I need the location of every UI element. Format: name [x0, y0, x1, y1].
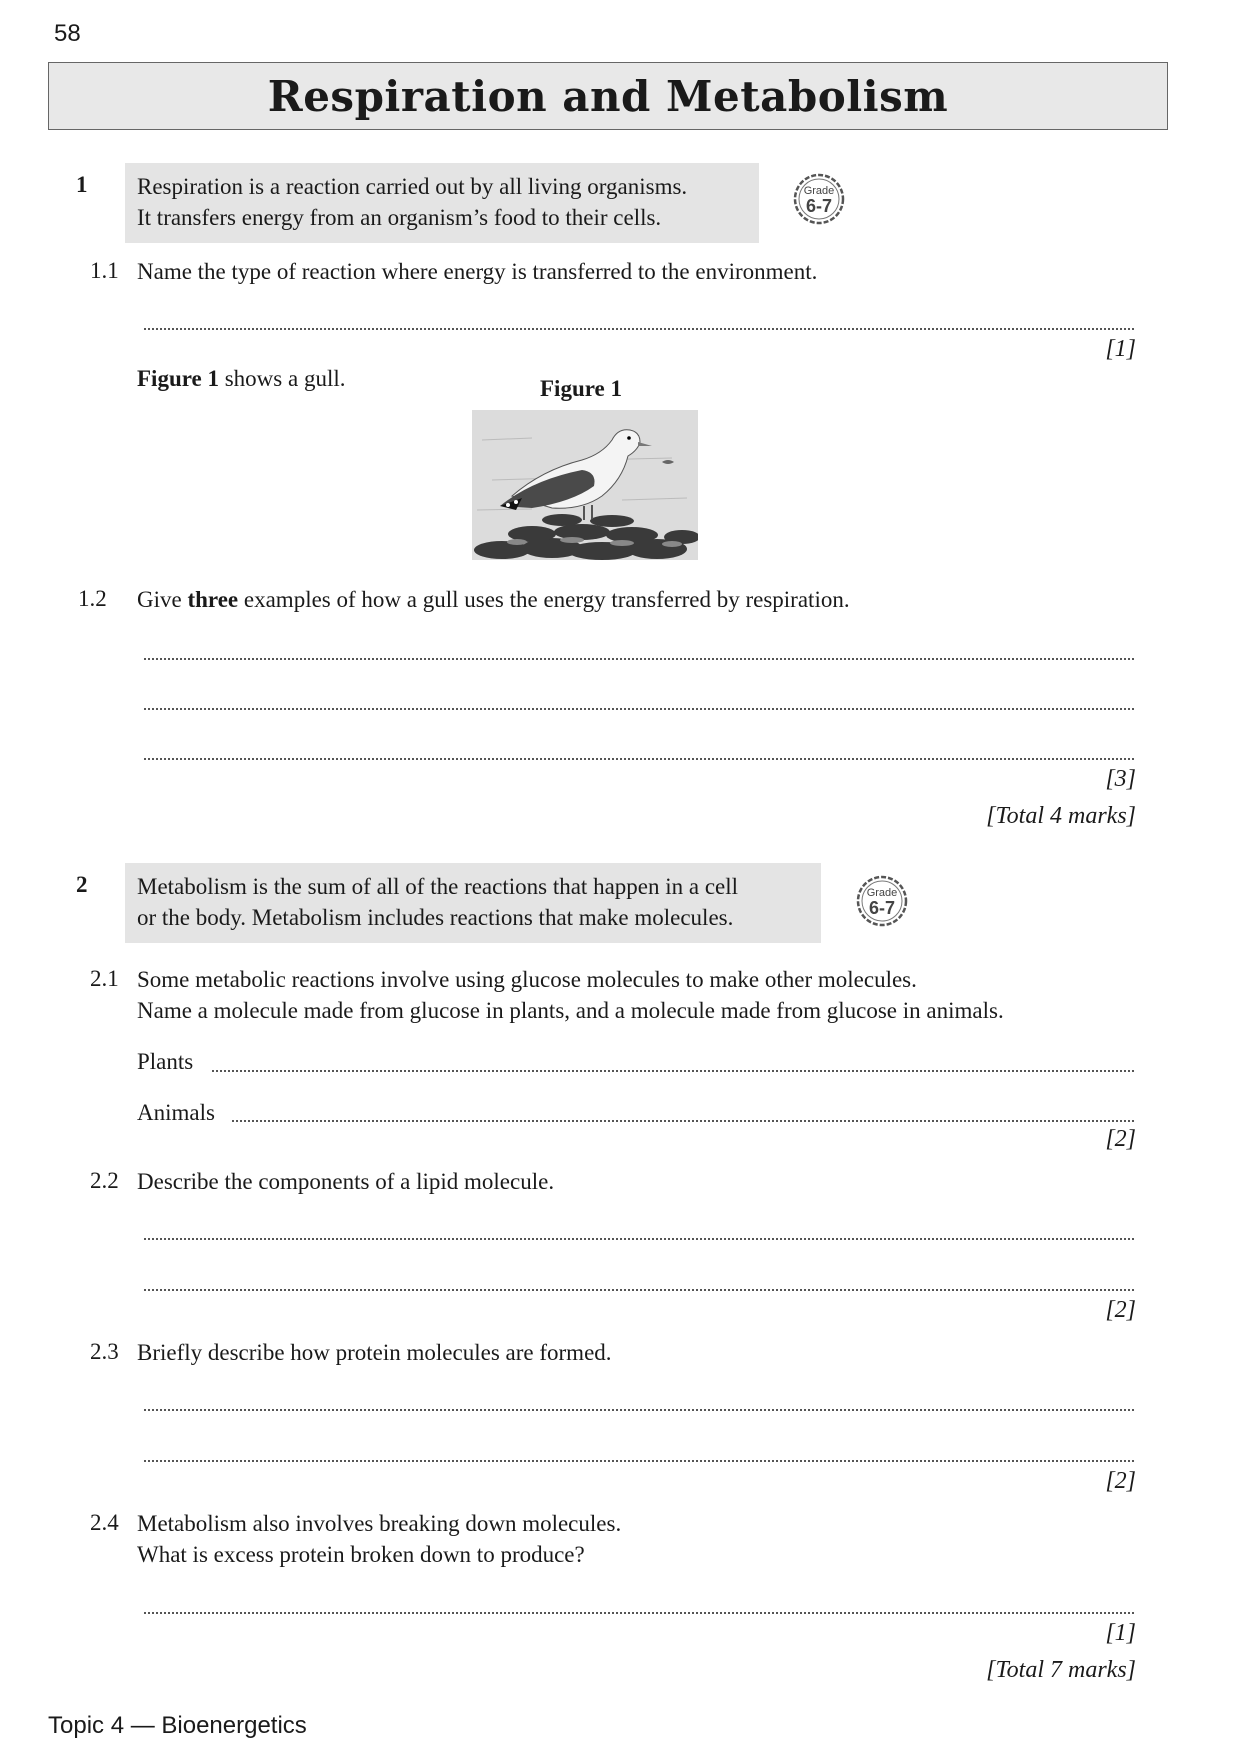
marks-label: [1]	[1105, 1620, 1136, 1646]
answer-line[interactable]	[144, 1460, 1134, 1462]
question-1-intro-box	[125, 163, 759, 243]
answer-line[interactable]	[144, 328, 1134, 330]
question-2-1-line2: Name a molecule made from glucose in plants, and a molecule made from glucose in animals.	[137, 998, 1004, 1023]
answer-line[interactable]	[144, 1612, 1134, 1614]
question-1-2-text: Give three examples of how a gull uses the energy transferred by respiration.	[137, 587, 850, 612]
grade-label: Grade	[866, 887, 898, 899]
question-2-2-number: 2.2	[90, 1168, 119, 1193]
question-2-intro-box	[125, 863, 821, 943]
plants-answer-line[interactable]	[212, 1070, 1134, 1072]
answer-line[interactable]	[144, 1409, 1134, 1411]
plants-label: Plants	[137, 1049, 194, 1074]
answer-line[interactable]	[144, 658, 1134, 660]
marks-label: [2]	[1105, 1468, 1136, 1494]
page-number: 58	[54, 20, 81, 47]
grade-value: 6-7	[868, 898, 896, 918]
total-marks: [Total 7 marks]	[986, 1657, 1136, 1683]
question-1-1-number: 1.1	[90, 258, 119, 283]
figure-caption: Figure 1	[540, 376, 622, 401]
animals-label: Animals	[137, 1100, 215, 1125]
question-1-number: 1	[76, 172, 88, 197]
question-1-intro-line1: Respiration is a reaction carried out by all living organisms.	[137, 174, 688, 199]
footer-topic: Topic 4 — Bioenergetics	[48, 1712, 307, 1739]
animals-answer-line[interactable]	[232, 1120, 1134, 1122]
question-2-2-text: Describe the components of a lipid molecule.	[137, 1169, 555, 1194]
grade-value: 6-7	[805, 196, 833, 216]
answer-line[interactable]	[144, 1289, 1134, 1291]
total-marks: [Total 4 marks]	[986, 803, 1136, 829]
answer-line[interactable]	[144, 708, 1134, 710]
question-2-intro-line1: Metabolism is the sum of all of the reactions that happen in a cell	[137, 874, 739, 899]
question-1-1-text: Name the type of reaction where energy is transferred to the environment.	[137, 259, 818, 284]
title-banner	[48, 62, 1168, 130]
question-2-intro-line2: or the body. Metabolism includes reactions that make molecules.	[137, 905, 734, 930]
question-2-3-text: Briefly describe how protein molecules are formed.	[137, 1340, 612, 1365]
question-2-1-number: 2.1	[90, 966, 119, 991]
question-2-4-line2: What is excess protein broken down to produce?	[137, 1542, 585, 1567]
question-1-intro-line2: It transfers energy from an organism’s food to their cells.	[137, 205, 662, 230]
question-2-1-line1: Some metabolic reactions involve using glucose molecules to make other molecules.	[137, 967, 917, 992]
grade-badge-icon	[792, 172, 846, 226]
question-2-number: 2	[76, 872, 88, 897]
question-2-4-line1: Metabolism also involves breaking down molecules.	[137, 1511, 622, 1536]
figure-reference: Figure 1 shows a gull.	[137, 366, 346, 391]
gull-figure-image	[472, 410, 698, 560]
answer-line[interactable]	[144, 1238, 1134, 1240]
marks-label: [2]	[1105, 1297, 1136, 1323]
marks-label: [2]	[1105, 1126, 1136, 1152]
question-1-2-number: 1.2	[78, 586, 107, 611]
grade-badge-icon	[855, 874, 909, 928]
answer-line[interactable]	[144, 758, 1134, 760]
question-2-3-number: 2.3	[90, 1339, 119, 1364]
page-title: Respiration and Metabolism	[267, 71, 949, 121]
marks-label: [1]	[1105, 336, 1136, 362]
grade-label: Grade	[803, 185, 835, 197]
question-2-4-number: 2.4	[90, 1510, 119, 1535]
marks-label: [3]	[1105, 766, 1136, 792]
